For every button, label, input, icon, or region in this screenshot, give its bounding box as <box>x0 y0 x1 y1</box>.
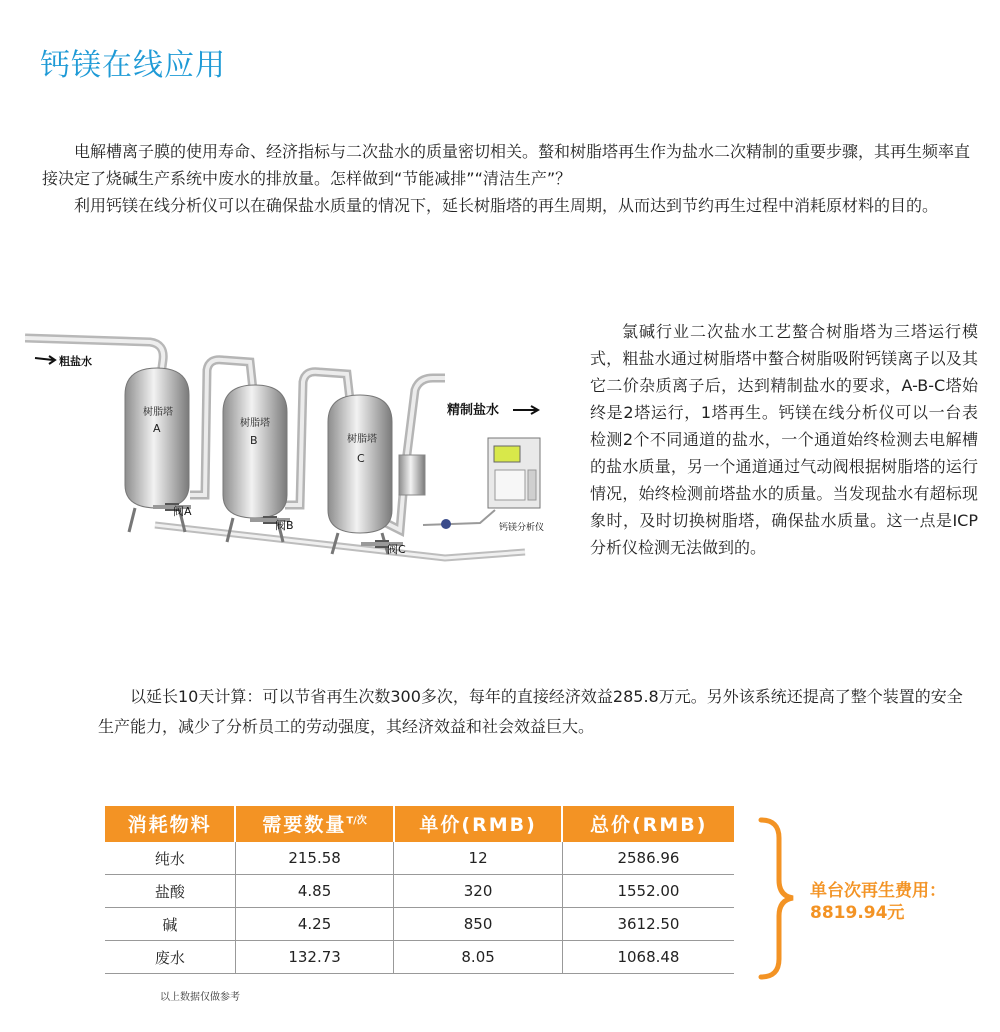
cell-unit-price: 12 <box>394 841 563 875</box>
tower-c-label: 树脂塔 <box>347 434 377 445</box>
inlet-arrow-icon <box>35 356 55 364</box>
header-material: 消耗物料 <box>105 806 235 841</box>
cell-quantity: 215.58 <box>235 841 393 875</box>
cell-material: 废水 <box>105 941 235 974</box>
tower-a-label: 树脂塔 <box>143 407 173 418</box>
flow-meter <box>399 455 425 495</box>
cell-unit-price: 850 <box>394 908 563 941</box>
regeneration-cost-summary <box>810 880 946 924</box>
cell-material: 盐酸 <box>105 875 235 908</box>
benefit-calculation <box>98 682 978 742</box>
cell-total-price: 1552.00 <box>562 875 734 908</box>
reference-note: 以上数据仅做参考 <box>160 992 240 1003</box>
pneumatic-valve-icon <box>441 519 451 529</box>
tower-a-letter: A <box>153 422 161 435</box>
resin-tower-diagram <box>25 320 585 580</box>
outlet-arrow-icon <box>513 406 538 414</box>
outlet-label: 精制盐水 <box>447 403 500 418</box>
header-quantity-unit: T/次 <box>346 815 367 827</box>
valve-b-label: 阀B <box>275 519 294 532</box>
cell-quantity: 4.25 <box>235 908 393 941</box>
cell-quantity: 4.85 <box>235 875 393 908</box>
table-row <box>105 875 734 908</box>
cell-material: 碱 <box>105 908 235 941</box>
intro-paragraph-2: 利用钙镁在线分析仪可以在确保盐水质量的情况下，延长树脂塔的再生周期，从而达到节约再生过程中消耗原材料的目的。 <box>74 196 939 215</box>
calcium-magnesium-analyzer <box>488 438 544 533</box>
valve-a-label: 阀A <box>173 505 192 518</box>
cell-total-price: 3612.50 <box>562 908 734 941</box>
cell-unit-price: 320 <box>394 875 563 908</box>
header-unit-price: 单价(RMB) <box>394 806 563 841</box>
page-title: 钙镁在线应用 <box>40 48 226 83</box>
tower-c-letter: C <box>357 452 365 465</box>
summary-label: 单台次再生费用： <box>810 881 946 901</box>
cell-total-price: 2586.96 <box>562 841 734 875</box>
header-quantity <box>235 806 393 841</box>
valve-c-label: 阀C <box>387 543 406 556</box>
analyzer-label: 钙镁分析仪 <box>499 523 545 533</box>
curly-brace-icon <box>755 816 795 981</box>
valve-a <box>153 503 192 518</box>
cell-unit-price: 8.05 <box>394 941 563 974</box>
regeneration-cost-table <box>105 806 734 974</box>
summary-value: 8819.94元 <box>810 903 905 923</box>
benefit-calculation-text: 以延长10天计算：可以节省再生次数300多次，每年的直接经济效益285.8万元。另外该系统还提高了整个装置的安全生产能力，减少了分析员工的劳动强度，其经济效益和社会效益巨大。 <box>98 687 963 736</box>
table-header-row <box>105 806 734 841</box>
cell-material: 纯水 <box>105 841 235 875</box>
intro-section <box>42 138 977 219</box>
table-row <box>105 941 734 974</box>
inlet-label: 粗盐水 <box>59 355 92 368</box>
table-row <box>105 908 734 941</box>
tower-c <box>328 395 392 554</box>
cell-total-price: 1068.48 <box>562 941 734 974</box>
tower-b-letter: B <box>250 434 258 447</box>
intro-paragraph-1: 电解槽离子膜的使用寿命、经济指标与二次盐水的质量密切相关。螯和树脂塔再生作为盐水二次精制的重要步骤，其再生频率直接决定了烧碱生产系统中废水的排放量。怎样做到“节能减排”“清洁生产”？ <box>42 142 971 188</box>
process-description <box>590 318 978 561</box>
header-quantity-label: 需要数量 <box>262 813 347 836</box>
tower-b-label: 树脂塔 <box>240 418 270 429</box>
cell-quantity: 132.73 <box>235 941 393 974</box>
header-total-price: 总价(RMB) <box>562 806 734 841</box>
table-row <box>105 841 734 875</box>
valve-b <box>250 516 294 532</box>
process-description-text: 氯碱行业二次盐水工艺螯合树脂塔为三塔运行模式，粗盐水通过树脂塔中螯合树脂吸附钙镁离子以及其它二价杂质离子后，达到精制盐水的要求，A-B-C塔始终是2塔运行，1塔再生。钙镁在线分析仪可以一台表检测2个不同通道的盐水，一个通道始终检测去电解槽的盐水质量，另一个通道通过气动阀根据树脂塔的运行情况，始终检测前塔盐水的质量。当发现盐水有超标现象时，及时切换树脂塔，确保盐水质量。这一点是ICP分析仪检测无法做到的。 <box>590 322 978 557</box>
sample-line <box>423 510 495 525</box>
